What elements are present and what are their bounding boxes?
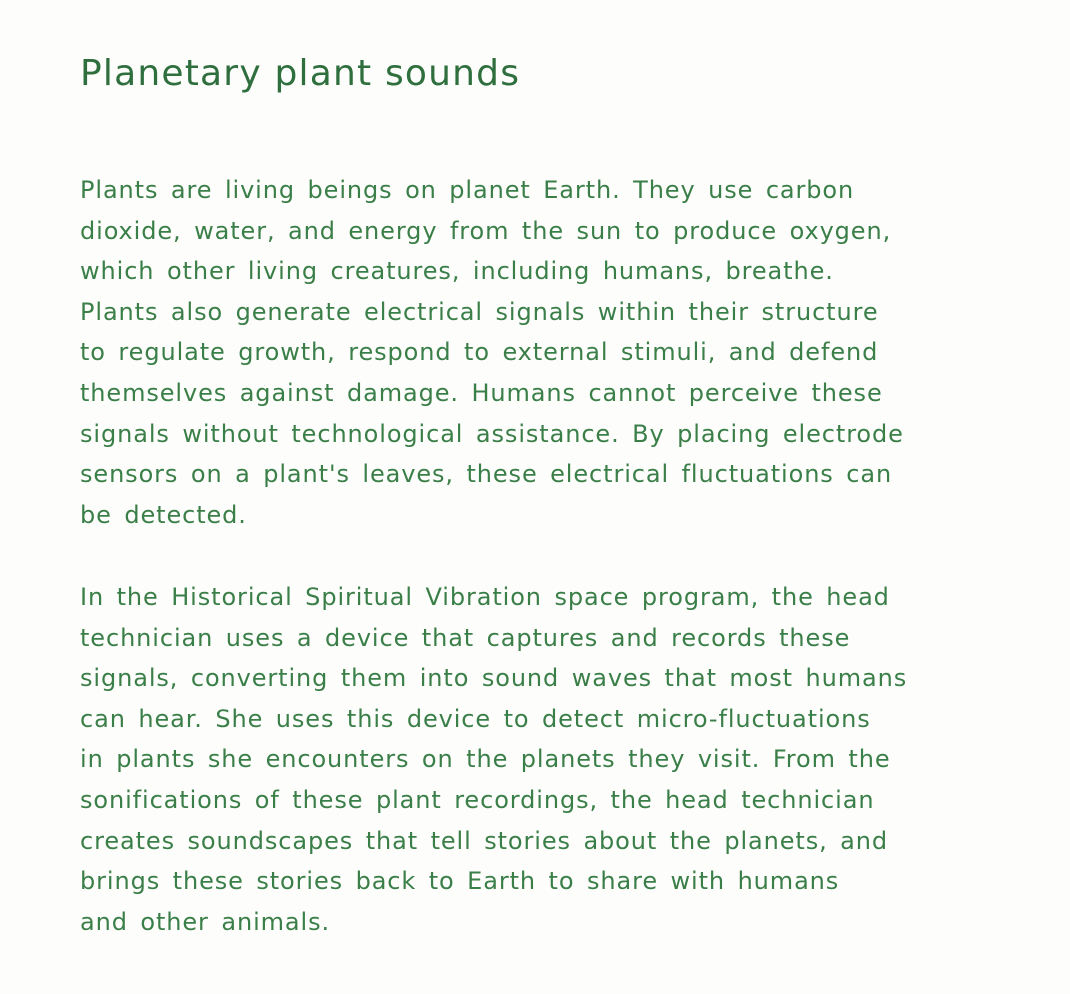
text-line: technician uses a device that captures and records these [80, 623, 851, 652]
text-line: can hear. She uses this device to detect micro-fluctuations [80, 704, 871, 733]
text-line: dioxide, water, and energy from the sun to produce oxygen, [80, 216, 892, 245]
text-line: Plants are living beings on planet Earth. They use carbon [80, 176, 855, 204]
text-line: signals without technological assistance. By placing electrode [80, 419, 904, 448]
text-line: themselves against damage. Humans cannot perceive these [80, 378, 883, 407]
text-line: brings these stories back to Earth to share with humans [80, 867, 840, 896]
paragraph-plants-intro [80, 170, 904, 535]
text-line: to regulate growth, respond to external stimuli, and defend [80, 338, 879, 367]
paragraph-space-program [80, 577, 907, 942]
text-line: sensors on a plant's leaves, these electrical fluctuations can [80, 460, 893, 489]
text-line: which other living creatures, including humans, breathe. [80, 257, 834, 286]
page-title: Planetary plant sounds [80, 53, 521, 94]
text-line: Plants also generate electrical signals within their structure [80, 297, 879, 326]
text-line: sonifications of these plant recordings, the head technician [80, 785, 875, 814]
text-line: signals, converting them into sound waves that most humans [80, 664, 908, 693]
text-line: in plants she encounters on the planets they visit. From the [80, 745, 891, 774]
text-line: and other animals. [80, 907, 331, 936]
text-line: In the Historical Spiritual Vibration space program, the head [80, 583, 890, 611]
text-line: be detected. [80, 500, 247, 529]
text-line: creates soundscapes that tell stories about the planets, and [80, 826, 889, 855]
